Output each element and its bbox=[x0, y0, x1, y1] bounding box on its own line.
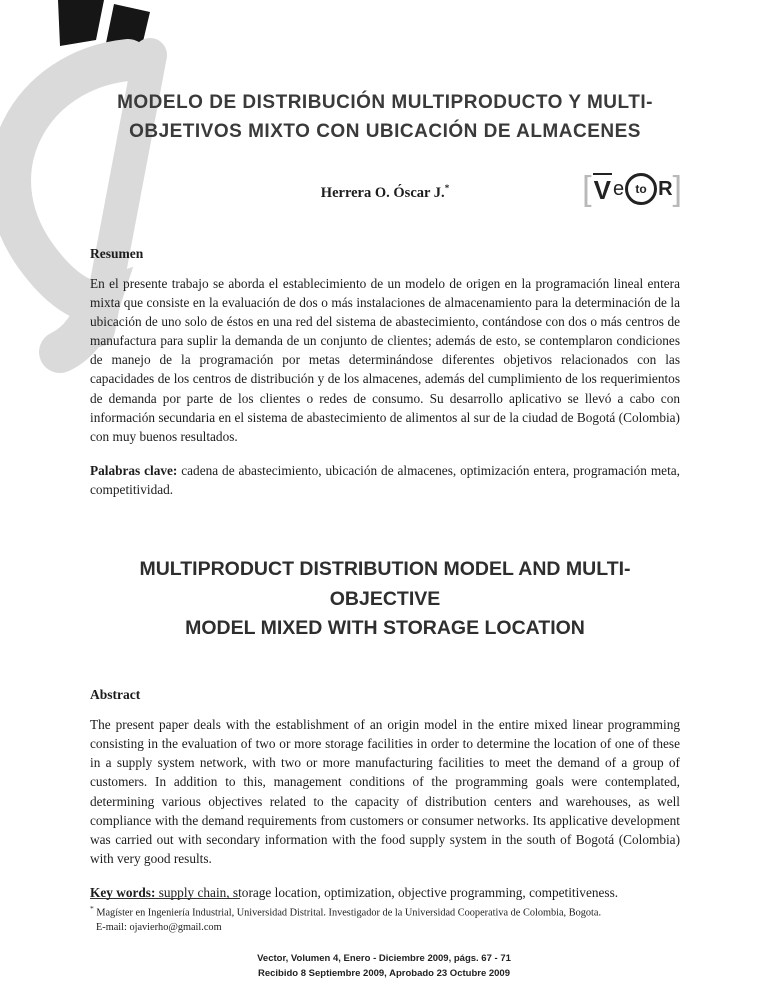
palabras-clave bbox=[90, 461, 680, 499]
logo-letter-c-icon: to bbox=[625, 173, 657, 205]
title-en-line2: MODEL MIXED WITH STORAGE LOCATION bbox=[185, 616, 585, 639]
article-content bbox=[90, 0, 680, 902]
journal-footer bbox=[0, 952, 768, 981]
title-es-line2: OBJETIVOS MIXTO CON UBICACIÓN DE ALMACENES bbox=[129, 121, 641, 143]
abstract-heading: Abstract bbox=[90, 687, 141, 702]
resumen-body: En el presente trabajo se aborda el establecimiento de un modelo de origen en la programación lineal entera mixta que consiste en la evaluación de dos o más instalaciones de almacenamiento para la determinación de la ubicación de uno solo de éstos en una red del sistema de abastecimiento, contándose con dos o más centros de manufactura para suplir la demanda de un conjunto de clientes; además de esto, se contemplaron condiciones de manejo de la programación por metas determinándose diferentes objetivos relacionados con las capacidades de los centros de distribución y de los almacenes, además del cumplimiento de los requerimientos de demanda por parte de los clientes o redes de consumo. Su desarrollo aplicativo se llevó a cabo con información secundaria en el sistema de abastecimiento de alimentos al sur de la ciudad de Bogotá (Colombia) con muy buenos resultados. bbox=[90, 275, 680, 444]
footer-dates: Recibido 8 Septiembre 2009, Aprobado 23 Octubre 2009 bbox=[257, 967, 510, 979]
footnote-line1 bbox=[90, 904, 690, 921]
title-es-line1: MODELO DE DISTRIBUCIÓN MULTIPRODUCTO Y MULTI- bbox=[117, 92, 653, 113]
logo-letter-r: R bbox=[658, 177, 673, 200]
logo-letter-e: e bbox=[612, 177, 625, 200]
key-words-label: Key words: bbox=[90, 885, 156, 901]
article-title-es bbox=[90, 88, 680, 147]
palabras-clave-list: cadena de abastecimiento, ubicación de almacenes, optimización entera, programación meta, competitividad. bbox=[90, 462, 680, 498]
article-title-en bbox=[90, 555, 680, 643]
footnote-marker: * bbox=[90, 904, 94, 913]
logo-letter-v: V bbox=[593, 174, 611, 205]
palabras-clave-label: Palabras clave: bbox=[90, 462, 178, 478]
author-footnote-mark: * bbox=[444, 182, 450, 193]
logo-bracket-right-icon: ] bbox=[672, 170, 682, 208]
footer-citation: Vector, Volumen 4, Enero - Diciembre 2009, págs. 67 - 71 bbox=[257, 953, 511, 964]
logo-bracket-left-icon: [ bbox=[582, 170, 592, 208]
abstract-body: The present paper deals with the establishment of an origin model in the entire mixed linear programming consisting in the evaluation of two or more storage facilities in order to determine the location of one of these in a supply system network, with two or more manufacturing facilities to meet the demand of a group of customers. In addition to this, management conditions of the programming goals were contemplated, determining various objectives related to the capacity of distribution centers and warehouses, as well compliance with the demand requirements from customers or consumer networks. Its applicative development was carried out with secondary information with the food supply system in the south of Bogotá (Colombia) with very good results. bbox=[90, 717, 680, 866]
title-en-line1: MULTIPRODUCT DISTRIBUTION MODEL AND MULTI-OBJECTIVE bbox=[139, 558, 631, 610]
author-name: Herrera O. Óscar J. bbox=[320, 184, 445, 201]
key-words-list: supply chain, storage location, optimization, objective programming, competitiveness. bbox=[155, 885, 619, 901]
footnote-affiliation: Magíster en Ingeniería Industrial, Universidad Distrital. Investigador de la Universidad Cooperativa de Colombia, Bogota. bbox=[93, 907, 602, 919]
footnote-email: E-mail: ojavierho@gmail.com bbox=[96, 922, 222, 934]
footnote-rule bbox=[90, 898, 240, 899]
author-line bbox=[90, 183, 680, 202]
resumen-heading: Resumen bbox=[90, 245, 144, 261]
footnote bbox=[90, 898, 690, 936]
